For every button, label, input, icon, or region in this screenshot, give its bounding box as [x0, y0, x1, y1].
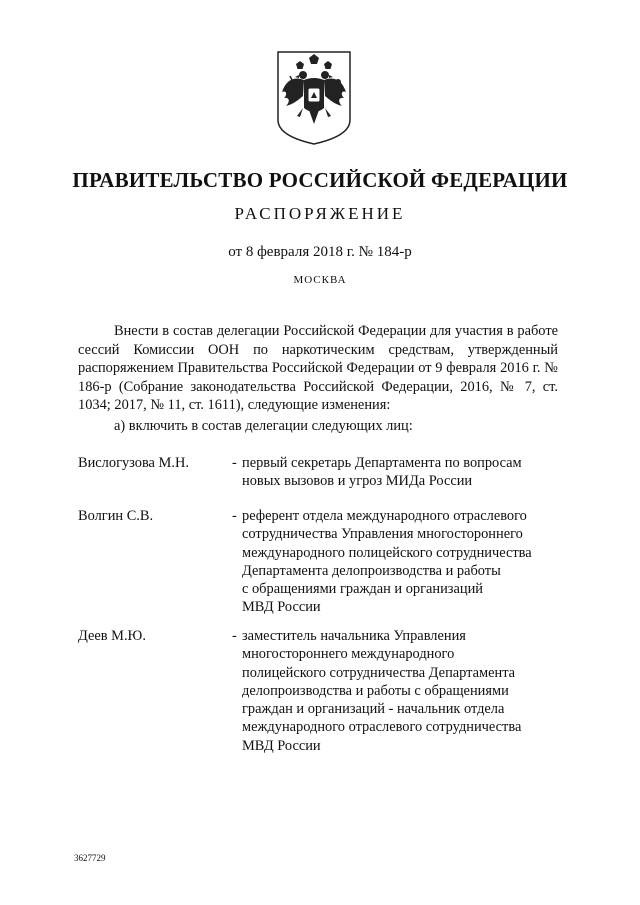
- role-line: заместитель начальника Управления: [242, 628, 466, 644]
- role-line: новых вызовов и угроз МИДа России: [242, 473, 473, 490]
- member-dash: -: [232, 508, 237, 524]
- document-code: 3627729: [74, 853, 106, 863]
- role-line: референт отдела международного отраслевого: [242, 508, 527, 524]
- member-name: Волгин С.В.: [78, 508, 154, 524]
- member-name: Вислогузова М.Н.: [78, 455, 189, 471]
- intro-text: Внести в состав делегации Российской Федерации для участия в работе сессий Комиссии ООН по наркотическим средствам, утвержденный распоряжением Правительства Российской Федерации от 9 февраля 2016 г. № 186-р (Собрание законодательства Российской Федерации, 2016, № 7, ст. 1034; 2017, № 11, ст. 1611), следующие изменения:: [78, 323, 558, 413]
- role-line: делопроизводства и работы с обращениями: [242, 682, 509, 699]
- role-line: Департамента делопроизводства и работы: [242, 562, 501, 579]
- role-line: МВД России: [242, 599, 321, 616]
- government-title: ПРАВИТЕЛЬСТВО РОССИЙСКОЙ ФЕДЕРАЦИИ: [72, 168, 568, 192]
- role-line: первый секретарь Департамента по вопросам: [242, 455, 522, 471]
- city: МОСКВА: [293, 274, 347, 286]
- role-line: сотрудничества Управления многостороннего: [242, 526, 523, 543]
- coat-of-arms-icon: [276, 50, 352, 146]
- member-role: [242, 454, 562, 491]
- role-line: граждан и организаций - начальник отдела: [242, 701, 505, 718]
- role-line: международного полицейского сотрудничества: [242, 544, 532, 561]
- role-line: с обращениями граждан и организаций: [242, 581, 483, 598]
- item-a: а) включить в состав делегации следующих лиц:: [114, 418, 413, 434]
- member-role: [242, 507, 562, 617]
- member-dash: -: [232, 455, 237, 471]
- role-line: полицейского сотрудничества Департамента: [242, 664, 516, 681]
- role-line: МВД России: [242, 737, 321, 754]
- role-line: международного отраслевого сотрудничества: [242, 719, 522, 736]
- intro-paragraph: [78, 322, 558, 415]
- member-name: Деев М.Ю.: [78, 628, 146, 644]
- member-role: [242, 627, 562, 755]
- document-date-number: от 8 февраля 2018 г. № 184-р: [228, 244, 412, 260]
- member-dash: -: [232, 628, 237, 644]
- role-line: многостороннего международного: [242, 646, 455, 663]
- document-type: РАСПОРЯЖЕНИЕ: [234, 204, 406, 223]
